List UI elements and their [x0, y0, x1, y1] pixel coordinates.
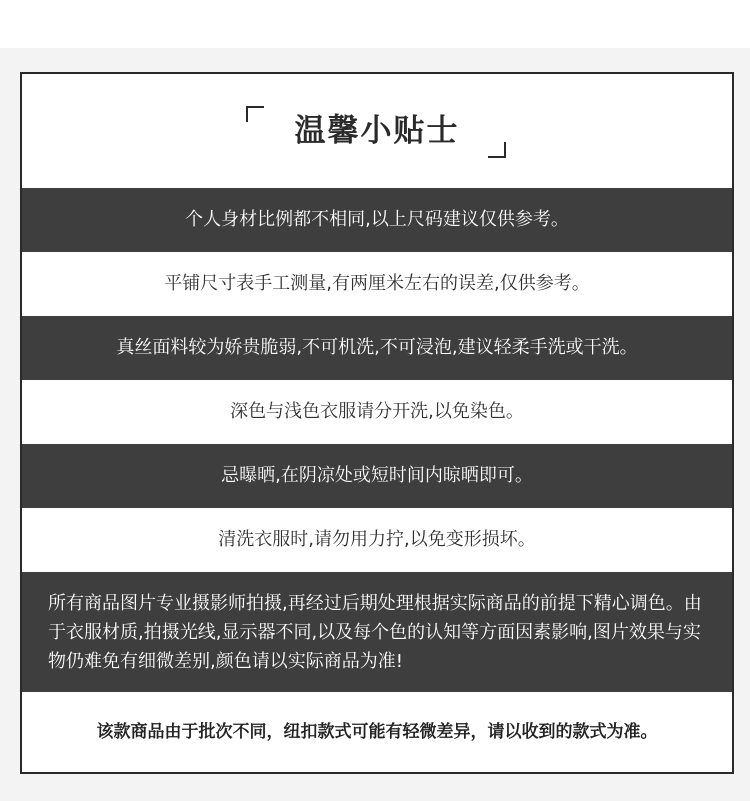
tips-card	[20, 72, 734, 774]
tip-row-size-reference: 个人身材比例都不相同,以上尺码建议仅供参考。	[22, 188, 732, 252]
tip-row-button-variation: 该款商品由于批次不同，纽扣款式可能有轻微差异，请以收到的款式为准。	[22, 692, 732, 772]
right-corner-bracket-icon	[488, 142, 506, 158]
tip-row-photo-color-notice: 所有商品图片专业摄影师拍摄,再经过后期处理根据实际商品的前提下精心调色。由于衣服材质,拍摄光线,显示器不同,以及每个色的认知等方面因素影响,图片效果与实物仍难免有细微差别,颜色请以实际商品为准!	[22, 572, 732, 692]
tip-row-measurement-error: 平铺尺寸表手工测量,有两厘米左右的误差,仅供参考。	[22, 252, 732, 316]
title-header	[22, 74, 732, 188]
tip-row-silk-care: 真丝面料较为娇贵脆弱,不可机洗,不可浸泡,建议轻柔手洗或干洗。	[22, 316, 732, 380]
tip-row-wash-separately: 深色与浅色衣服请分开洗,以免染色。	[22, 380, 732, 444]
page-title: 温馨小贴士	[294, 113, 460, 149]
tip-row-no-wringing: 清洗衣服时,请勿用力拧,以免变形损坏。	[22, 508, 732, 572]
top-whitespace	[0, 0, 750, 48]
tip-row-avoid-sun: 忌曝晒,在阴凉处或短时间内晾晒即可。	[22, 444, 732, 508]
